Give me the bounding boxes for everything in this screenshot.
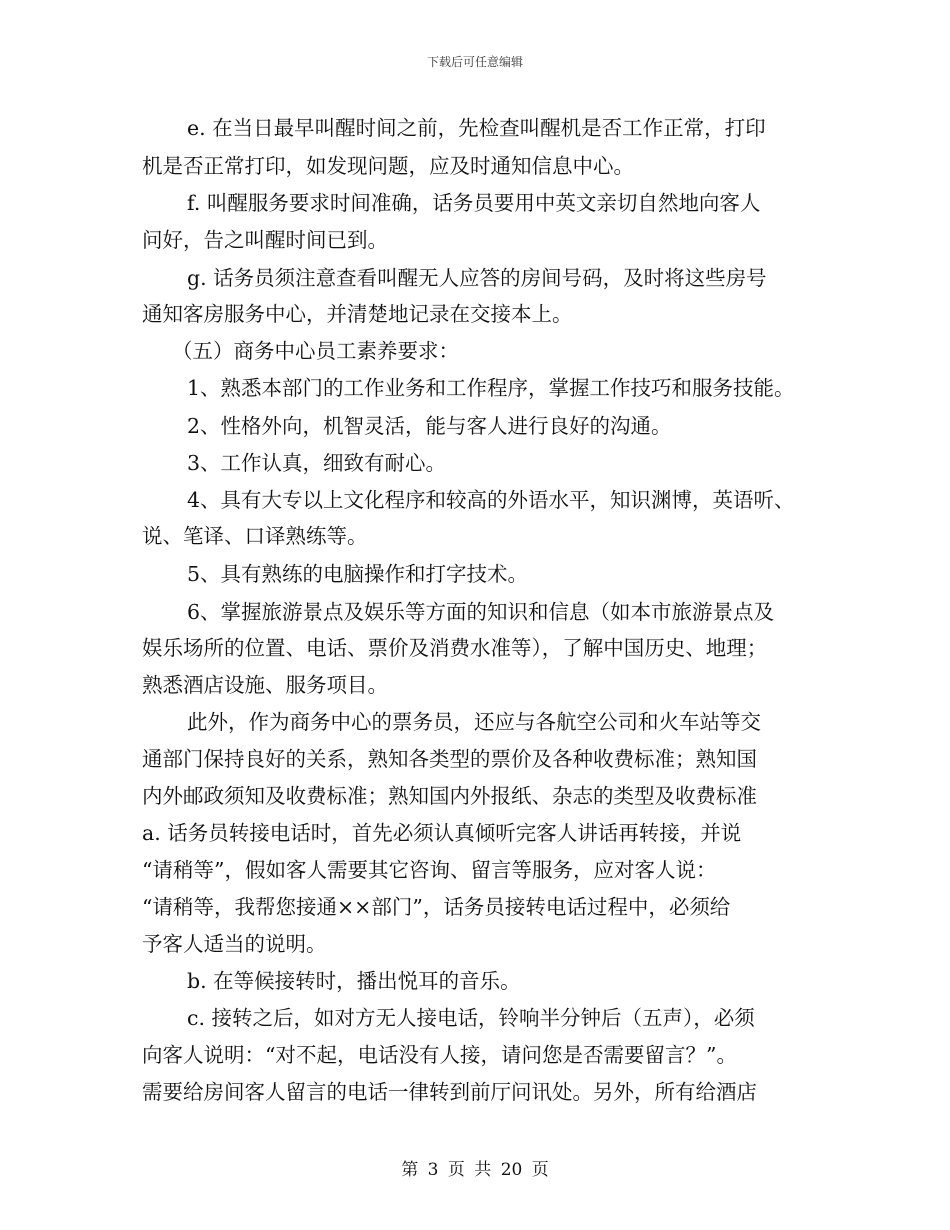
text-line: a. 话务员转接电话时，首先必须认真倾听完客人讲话再转接，并说: [142, 821, 742, 845]
text-line: 3、工作认真，细致有耐心。: [187, 451, 447, 475]
text-line: 熟悉酒店设施、服务项目。: [142, 673, 388, 697]
text-line: f. 叫醒服务要求时间准确，话务员要用中英文亲切自然地向客人: [187, 191, 761, 215]
text-line: 通部门保持良好的关系，熟知各类型的票价及各种收费标准；熟知国: [142, 747, 757, 771]
text-line: “请稍等”，假如客人需要其它咨询、留言等服务，应对客人说：: [142, 858, 717, 882]
text-line: 机是否正常打印，如发现问题，应及时通知信息中心。: [142, 154, 634, 178]
text-line: 此外，作为商务中心的票务员，还应与各航空公司和火车站等交: [187, 710, 761, 734]
text-line: 6、掌握旅游景点及娱乐等方面的知识和信息（如本市旅游景点及: [187, 600, 775, 624]
text-line: 需要给房间客人留言的电话一律转到前厅问讯处。另外，所有给酒店: [142, 1080, 757, 1104]
text-line: 4、具有大专以上文化程序和较高的外语水平，知识渊博，英语听、: [187, 488, 795, 512]
text-line: 内外邮政须知及收费标准；熟知国内外报纸、杂志的类型及收费标准: [142, 784, 757, 808]
text-line: 通知客房服务中心，并清楚地记录在交接本上。: [142, 302, 573, 326]
text-line: 说、笔译、口译熟练等。: [142, 524, 368, 548]
text-line: c. 接转之后，如对方无人接电话，铃响半分钟后（五声），必须: [187, 1006, 755, 1030]
text-line: 向客人说明：“对不起，电话没有人接，请问您是否需要留言？”。: [142, 1043, 737, 1067]
text-line: 2、性格外向，机智灵活，能与客人进行良好的沟通。: [187, 414, 672, 438]
text-line: 5、具有熟练的电脑操作和打字技术。: [187, 562, 529, 586]
page-number: 第 3 页 共 20 页: [401, 1160, 549, 1180]
text-line: b. 在等候接转时，播出悦耳的音乐。: [187, 969, 521, 993]
text-line: 予客人适当的说明。: [142, 932, 327, 956]
text-line: e. 在当日最早叫醒时间之前，先检查叫醒机是否工作正常，打印: [187, 116, 766, 140]
text-line: 娱乐场所的位置、电话、票价及消费水准等），了解中国历史、地理；: [142, 636, 768, 660]
text-line: g. 话务员须注意查看叫醒无人应答的房间号码，及时将这些房号: [187, 266, 767, 290]
text-line: “请稍等，我帮您接通××部门”，话务员接转电话过程中，必须给: [142, 895, 731, 919]
text-line: 1、熟悉本部门的工作业务和工作程序，掌握工作技巧和服务技能。: [187, 376, 795, 400]
section-heading: （五）商务中心员工素养要求：: [172, 339, 459, 363]
text-line: 问好，告之叫醒时间已到。: [142, 228, 388, 252]
page-header-note: 下载后可任意编辑: [426, 55, 523, 69]
